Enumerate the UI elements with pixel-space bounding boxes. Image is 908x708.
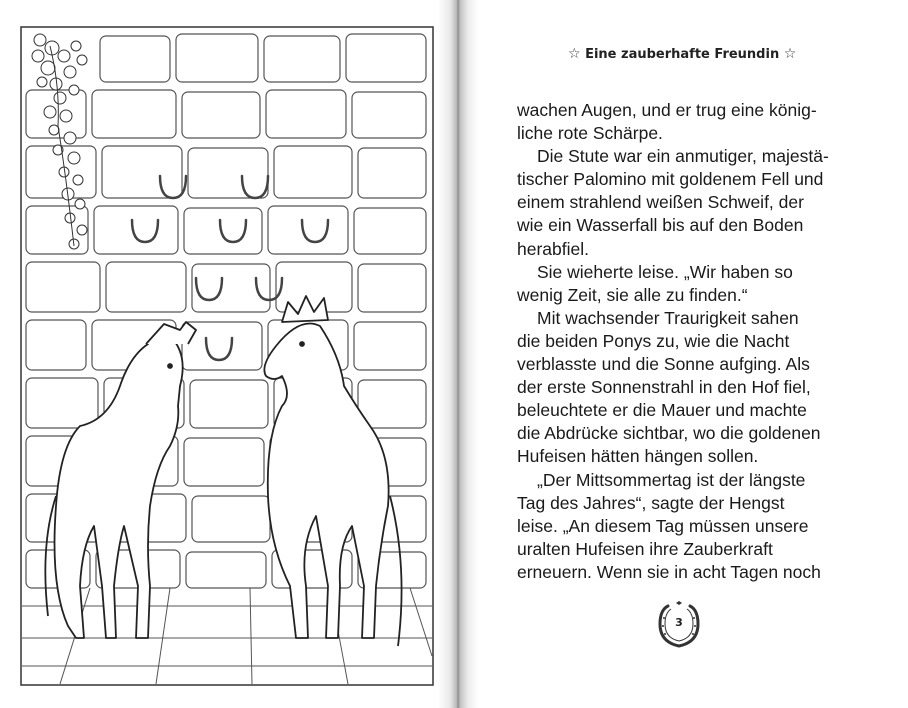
text-line: wenig Zeit, sie alle zu finden.“ <box>517 284 748 305</box>
right-page <box>478 0 908 708</box>
text-line: verblasste und die Sonne aufging. Als <box>517 354 810 375</box>
star-icon: ☆ <box>568 46 581 62</box>
page-number: 3 <box>675 616 683 629</box>
text-line: Tag des Jahres“, sagte der Hengst <box>517 492 785 513</box>
book-gutter <box>438 0 478 708</box>
text-line: „Der Mittsommertag ist der längste <box>537 469 806 490</box>
running-head <box>568 46 797 62</box>
text-line: erneuern. Wenn sie in acht Tagen noch <box>517 561 821 582</box>
text-line: der erste Sonnenstrahl in den Hof fiel, <box>517 377 811 398</box>
text-line: Sie wieherte leise. „Wir haben so <box>537 261 793 282</box>
text-line: herabfiel. <box>517 238 589 259</box>
two-ponies-illustration <box>20 26 434 686</box>
text-line: leise. „An diesem Tag müssen unsere <box>517 515 809 536</box>
page-number-badge <box>656 600 702 650</box>
text-line: tischer Palomino mit goldenem Fell und <box>517 169 824 190</box>
text-line: beleuchtete er die Mauer und machte <box>517 400 807 421</box>
text-line: Mit wachsender Traurigkeit sahen <box>537 307 799 328</box>
text-line: die Abdrücke sichtbar, wo die goldenen <box>517 423 821 444</box>
text-line: Hufeisen hätten hängen sollen. <box>517 446 759 467</box>
text-line: wachen Augen, und er trug eine könig- <box>517 100 817 120</box>
text-line: uralten Hufeisen ihre Zauberkraft <box>517 538 773 559</box>
text-line: wie ein Wasserfall bis auf den Boden <box>517 215 804 236</box>
text-line: Die Stute war ein anmutiger, majestä- <box>537 146 829 167</box>
star-icon: ☆ <box>783 46 797 62</box>
text-line: einem strahlend weißen Schweif, der <box>517 192 804 213</box>
text-line: die beiden Ponys zu, wie die Nacht <box>517 330 790 351</box>
chapter-title: Eine zauberhafte Freundin <box>585 47 780 62</box>
body-text <box>517 99 847 584</box>
text-line: liche rote Schärpe. <box>517 123 663 144</box>
